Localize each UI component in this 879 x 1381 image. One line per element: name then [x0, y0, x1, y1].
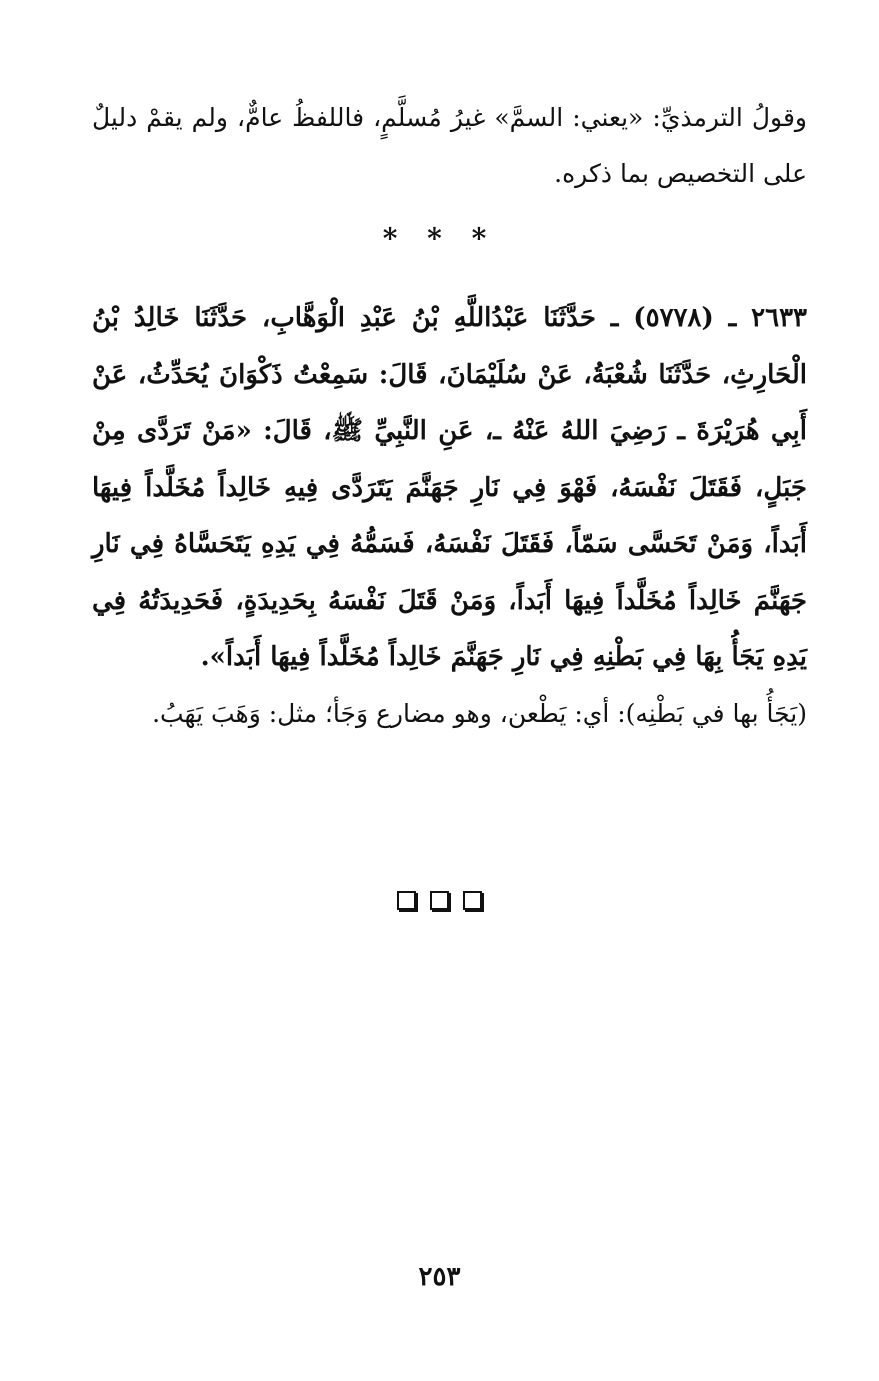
hadith-text: ٢٦٣٣ ـ (٥٧٧٨) ـ حَدَّثَنَا عَبْدُاللَّهِ بْنُ عَبْدِ الْوَهَّابِ، حَدَّثَنَا خَالِدُ بْنُ الْحَارِثِ، حَدَّثَنَا شُعْبَةُ، عَنْ سُلَيْمَانَ، قَالَ: سَمِعْتُ ذَكْوَانَ يُحَدِّثُ، عَنْ أَبِي هُرَيْرَةَ ـ رَضِيَ اللهُ عَنْهُ ـ، عَنِ النَّبِيِّ ﷺ، قَالَ: «مَنْ تَرَدَّى مِنْ جَبَلٍ، فَقَتَلَ نَفْسَهُ، فَهْوَ فِي نَارِ جَهَنَّمَ يَتَرَدَّى فِيهِ خَالِداً مُخَلَّداً فِيهَا أَبَداً، وَمَنْ تَحَسَّى سَمّاً، فَقَتَلَ نَفْسَهُ، فَسَمُّهُ فِي يَدِهِ يَتَحَسَّاهُ فِي نَارِ جَهَنَّمَ خَالِداً مُخَلَّداً فِيهَا أَبَداً، وَمَنْ قَتَلَ نَفْسَهُ بِحَدِيدَةٍ، فَحَدِيدَتُهُ فِي يَدِهِ يَجَأُ بِهَا فِي بَطْنِهِ فِي نَارِ جَهَنَّمَ خَالِداً مُخَلَّداً فِيهَا أَبَداً». — [92, 303, 807, 672]
square-ornament-icon — [463, 891, 482, 910]
commentary-paragraph-explanation: (يَجَأُ بها في بَطْنِه): أي: يَطْعن، وهو مضارع وَجَأ؛ مثل: وَهَبَ يَهَبُ. — [152, 699, 807, 728]
commentary-paragraph-tirmidhi: وقولُ الترمذيِّ: «يعني: السمَّ» غيرُ مُسلَّمٍ، فاللفظُ عامٌّ، ولم يقمْ دليلٌ على التخصيص بما ذكره. — [92, 103, 807, 188]
square-ornament-icon — [430, 891, 449, 910]
square-ornament-icon — [397, 891, 416, 910]
section-separator-stars: * * * — [382, 222, 497, 255]
chapter-end-ornament — [0, 891, 879, 914]
page-number: ٢٥٣ — [418, 1262, 461, 1292]
